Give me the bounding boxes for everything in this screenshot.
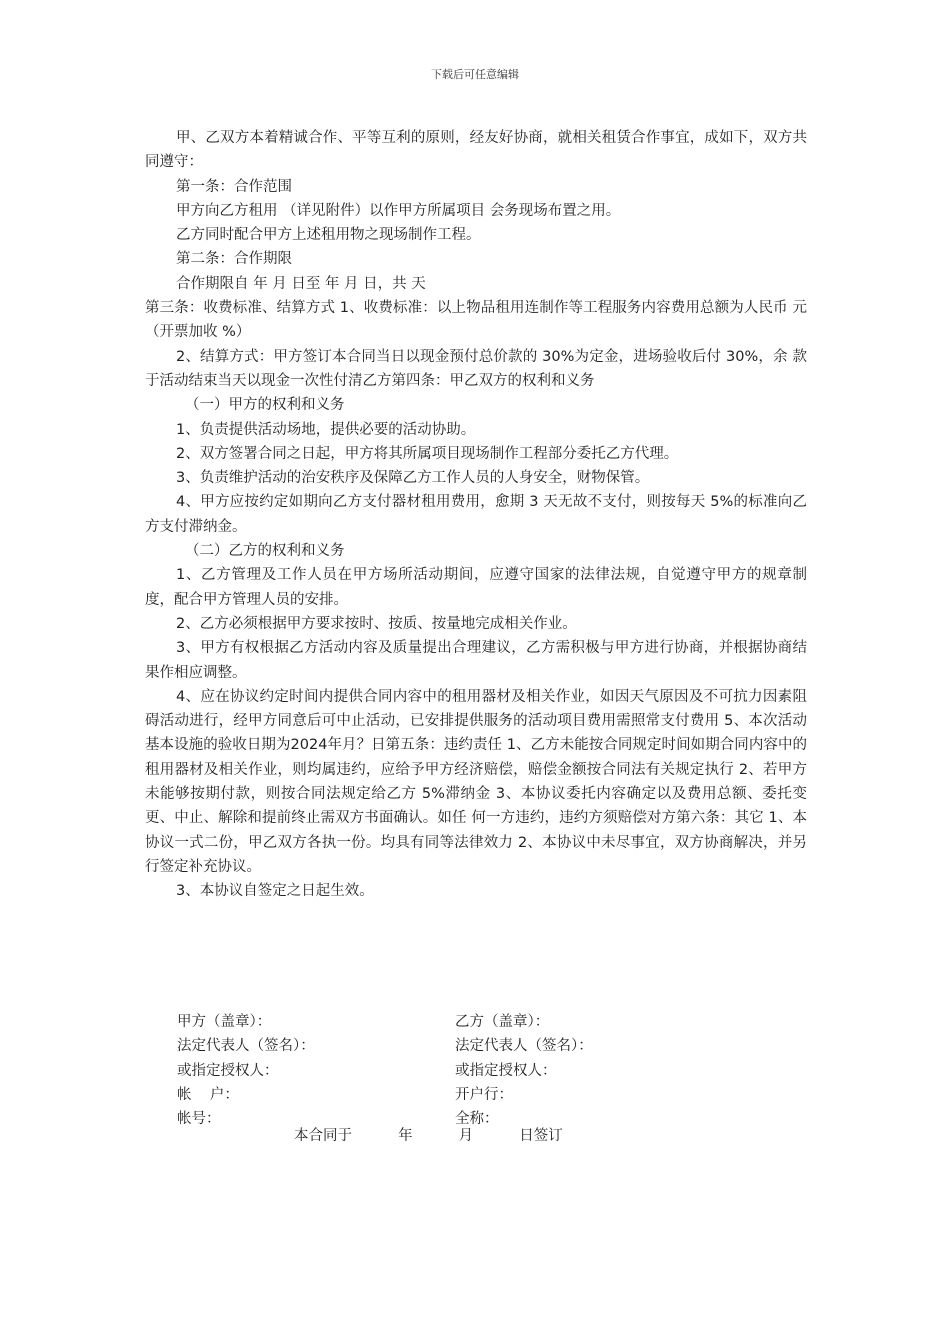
article-1-title: 第一条：合作范围 — [176, 178, 292, 195]
signature-row — [177, 1034, 737, 1058]
party-b-item-4-and-terms: 4、应在协议约定时间内提供合同内容中的租用器材及相关作业，如因天气原因及不可抗力因素阻碍活动进行，经甲方同意后可中止活动，已安排提供服务的活动项目费用需照常支付费用 5、本次活动基本设施的验收日期为2024年月？日第五条：违约责任 1、乙方未能按合同规定时间如期合同内容中的租用器材及相关作业，则均属违约，应给予甲方经济赔偿，赔偿金额按合同法有关规定执行 2、若甲方未能够按期付款，则按合同法规定给乙方 5%滞纳金 3、本协议委托内容确定以及费用总额、委托变更、中止、解除和提前终止需双方书面确认。如任 何一方违约，违约方须赔偿对方第六条：其它 1、本协议一式二份，甲乙双方各执一份。均具有同等法律效力 2、本协议中未尽事宜，双方协商解决，并另行签定补充协议。 — [145, 688, 807, 875]
signature-row — [177, 1059, 737, 1083]
party-a-item-1: 1、负责提供活动场地，提供必要的活动协助。 — [176, 421, 476, 438]
article-2-title: 第二条：合作期限 — [176, 251, 292, 268]
party-b-seal-label: 乙方（盖章）： — [455, 1014, 550, 1030]
party-a-account-label: 帐 户： — [177, 1086, 239, 1103]
signing-date-line: 本合同于 年 月 日签订 — [294, 1128, 563, 1144]
intro-paragraph: 甲、乙双方本着精诚合作、平等互利的原则，经友好协商，就相关租赁合作事宜，成如下，双方共 同遵守： — [145, 130, 807, 171]
party-a-section-title: （一）甲方的权利和义务 — [185, 397, 345, 414]
party-a-item-4: 4、甲方应按约定如期向乙方支付器材租用费用，愈期 3 天无故不支付，则按每天 5%的标准向乙方支付滞纳金。 — [145, 494, 807, 535]
party-a-account-number-label: 帐号： — [177, 1111, 221, 1128]
party-b-item-1: 1、乙方管理及工作人员在甲方场所活动期间，应遵守国家的法律法规，自觉遵守甲方的规章制度，配合甲方管理人员的安排。 — [145, 567, 807, 608]
article-1-scope: 甲方向乙方租用 （详见附件）以作甲方所属项目 会务现场布置之用。 — [176, 202, 621, 219]
party-b-section-title: （二）乙方的权利和义务 — [185, 543, 345, 560]
signature-row — [177, 1083, 737, 1107]
party-b-item-3: 3、甲方有权根据乙方活动内容及质量提出合理建议，乙方需积极与甲方进行协商，并根据协商结果作相应调整。 — [145, 640, 807, 681]
party-a-item-2: 2、双方签署合同之日起，甲方将其所属项目现场制作工程部分委托乙方代理。 — [176, 445, 679, 462]
article-1-support: 乙方同时配合甲方上述租用物之现场制作工程。 — [176, 227, 481, 244]
party-b-fullname-label: 全称： — [455, 1111, 499, 1128]
party-b-authorized-label: 或指定授权人： — [455, 1062, 557, 1079]
party-b-bank-label: 开户行： — [455, 1086, 513, 1103]
party-a-item-3: 3、负责维护活动的治安秩序及保障乙方工作人员的人身安全，财物保管。 — [176, 470, 650, 487]
article-3-settlement: 2、结算方式：甲方签订本合同当日以现金预付总价款的 30%为定金，进场验收后付 30%，余 款于活动结束当天以现金一次性付清乙方第四条：甲乙双方的权利和义务 — [145, 348, 807, 389]
contract-body — [145, 126, 807, 904]
party-b-item-2: 2、乙方必须根据甲方要求按时、按质、按量地完成相关作业。 — [176, 615, 577, 632]
page-header: 下载后可任意编辑 — [431, 68, 519, 81]
party-a-authorized-label: 或指定授权人： — [177, 1062, 279, 1079]
article-2-period: 合作期限自 年 月 日至 年 月 日，共 天 — [176, 275, 426, 292]
signature-row — [177, 1010, 737, 1034]
party-a-representative-label: 法定代表人（签名）： — [177, 1038, 315, 1055]
party-a-seal-label: 甲方（盖章）： — [177, 1014, 272, 1030]
effective-clause: 3、本协议自签定之日起生效。 — [176, 883, 374, 900]
signature-block — [177, 1010, 737, 1131]
article-3-fees: 第三条：收费标准、结算方式 1、收费标准：以上物品租用连制作等工程服务内容费用总额为人民币 元（开票加收 %） — [145, 300, 807, 341]
party-b-representative-label: 法定代表人（签名）： — [455, 1038, 593, 1055]
